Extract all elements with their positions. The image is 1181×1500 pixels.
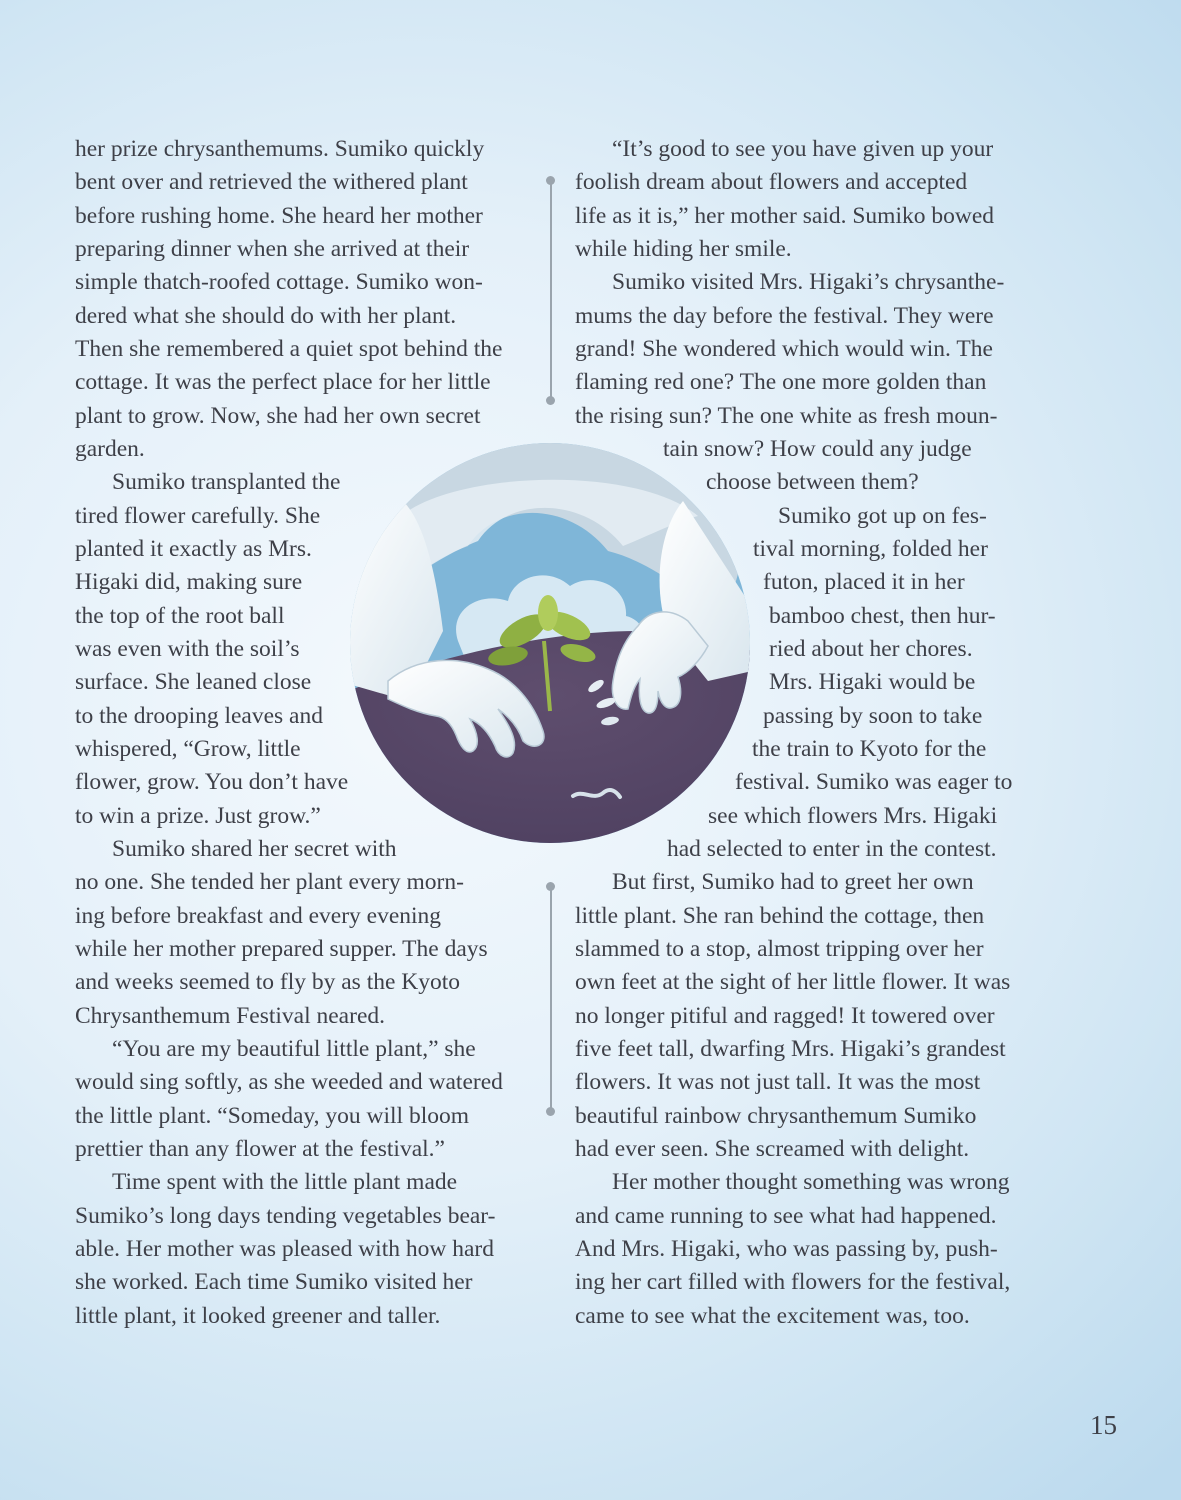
text-line: while her mother prepared supper. The days [75, 936, 488, 962]
text-line: plant to grow. Now, she had her own secret [75, 403, 481, 429]
text-line: ing before breakfast and every evening [75, 903, 442, 929]
column-divider [550, 180, 552, 400]
text-line: Sumiko’s long days tending vegetables bear- [75, 1203, 496, 1229]
text-line: But first, Sumiko had to greet her own [612, 869, 974, 895]
divider-dot [546, 396, 555, 405]
text-line: the train to Kyoto for the [752, 736, 987, 762]
text-line: bent over and retrieved the withered plant [75, 169, 468, 195]
text-line: cottage. It was the perfect place for her little [75, 369, 491, 395]
text-line: whispered, “Grow, little [75, 736, 301, 762]
column-divider [550, 886, 552, 1112]
text-line: little plant, it looked greener and taller. [75, 1303, 441, 1329]
text-line: passing by soon to take [763, 703, 983, 729]
text-line: before rushing home. She heard her mother [75, 203, 483, 229]
text-line: she worked. Each time Sumiko visited her [75, 1269, 473, 1295]
text-line: to win a prize. Just grow.” [75, 803, 321, 829]
text-line: Chrysanthemum Festival neared. [75, 1003, 385, 1029]
text-line: Her mother thought something was wrong [612, 1169, 1010, 1195]
text-line: foolish dream about flowers and accepted [575, 169, 968, 195]
text-line: the rising sun? The one white as fresh moun- [575, 403, 998, 429]
text-line: Sumiko visited Mrs. Higaki’s chrysanthe- [612, 269, 1005, 295]
text-line: Mrs. Higaki would be [769, 669, 976, 695]
text-line: “It’s good to see you have given up your [612, 136, 994, 162]
text-line: grand! She wondered which would win. The [575, 336, 993, 362]
planting-illustration [348, 441, 752, 845]
text-line: tival morning, folded her [753, 536, 988, 562]
text-line: flower, grow. You don’t have [75, 769, 349, 795]
text-line: Then she remembered a quiet spot behind the [75, 336, 503, 362]
text-line: Sumiko got up on fes- [778, 503, 987, 529]
text-line: while hiding her smile. [575, 236, 792, 262]
text-line: five feet tall, dwarfing Mrs. Higaki’s grandest [575, 1036, 1006, 1062]
text-line: Sumiko shared her secret with [112, 836, 397, 862]
text-line: the top of the root ball [75, 603, 285, 629]
text-line: Time spent with the little plant made [112, 1169, 458, 1195]
text-line: would sing softly, as she weeded and watered [75, 1069, 503, 1095]
text-line: no one. She tended her plant every morn- [75, 869, 464, 895]
text-line: own feet at the sight of her little flower. It was [575, 969, 1011, 995]
text-line: Sumiko transplanted the [112, 469, 341, 495]
text-line: prettier than any flower at the festival.” [75, 1136, 445, 1162]
text-line: preparing dinner when she arrived at their [75, 236, 470, 262]
text-line: able. Her mother was pleased with how hard [75, 1236, 494, 1262]
text-line: and weeks seemed to fly by as the Kyoto [75, 969, 461, 995]
text-line: bamboo chest, then hur- [769, 603, 996, 629]
text-line: choose between them? [706, 469, 919, 495]
divider-dot [546, 1107, 555, 1116]
text-line: flaming red one? The one more golden than [575, 369, 987, 395]
text-line: mums the day before the festival. They were [575, 303, 994, 329]
text-line: futon, placed it in her [763, 569, 965, 595]
text-line: ried about her chores. [769, 636, 973, 662]
text-line: life as it is,” her mother said. Sumiko bowed [575, 203, 995, 229]
text-line: festival. Sumiko was eager to [735, 769, 1013, 795]
text-line: was even with the soil’s [75, 636, 300, 662]
page-number: 15 [1090, 1410, 1117, 1440]
text-line: simple thatch-roofed cottage. Sumiko won- [75, 269, 483, 295]
text-line: And Mrs. Higaki, who was passing by, push- [575, 1236, 998, 1262]
text-line: surface. She leaned close [75, 669, 312, 695]
text-line: beautiful rainbow chrysanthemum Sumiko [575, 1103, 977, 1129]
text-line: see which flowers Mrs. Higaki [708, 803, 998, 829]
text-line: dered what she should do with her plant. [75, 303, 457, 329]
text-line: the little plant. “Someday, you will bloom [75, 1103, 470, 1129]
text-line: ing her cart filled with flowers for the festival, [575, 1269, 1011, 1295]
text-line: to the drooping leaves and [75, 703, 323, 729]
text-line: garden. [75, 436, 145, 462]
text-line: Higaki did, making sure [75, 569, 303, 595]
text-line: tired flower carefully. She [75, 503, 321, 529]
text-line: had ever seen. She screamed with delight. [575, 1136, 970, 1162]
text-line: planted it exactly as Mrs. [75, 536, 312, 562]
text-line: flowers. It was not just tall. It was the most [575, 1069, 981, 1095]
text-line: her prize chrysanthemums. Sumiko quickly [75, 136, 485, 162]
text-line: no longer pitiful and ragged! It towered over [575, 1003, 995, 1029]
text-line: little plant. She ran behind the cottage, then [575, 903, 985, 929]
text-line: slammed to a stop, almost tripping over her [575, 936, 984, 962]
text-line: and came running to see what had happened. [575, 1203, 997, 1229]
text-line: came to see what the excitement was, too. [575, 1303, 970, 1329]
text-line: “You are my beautiful little plant,” she [112, 1036, 476, 1062]
text-line: had selected to enter in the contest. [667, 836, 997, 862]
text-line: tain snow? How could any judge [663, 436, 972, 462]
